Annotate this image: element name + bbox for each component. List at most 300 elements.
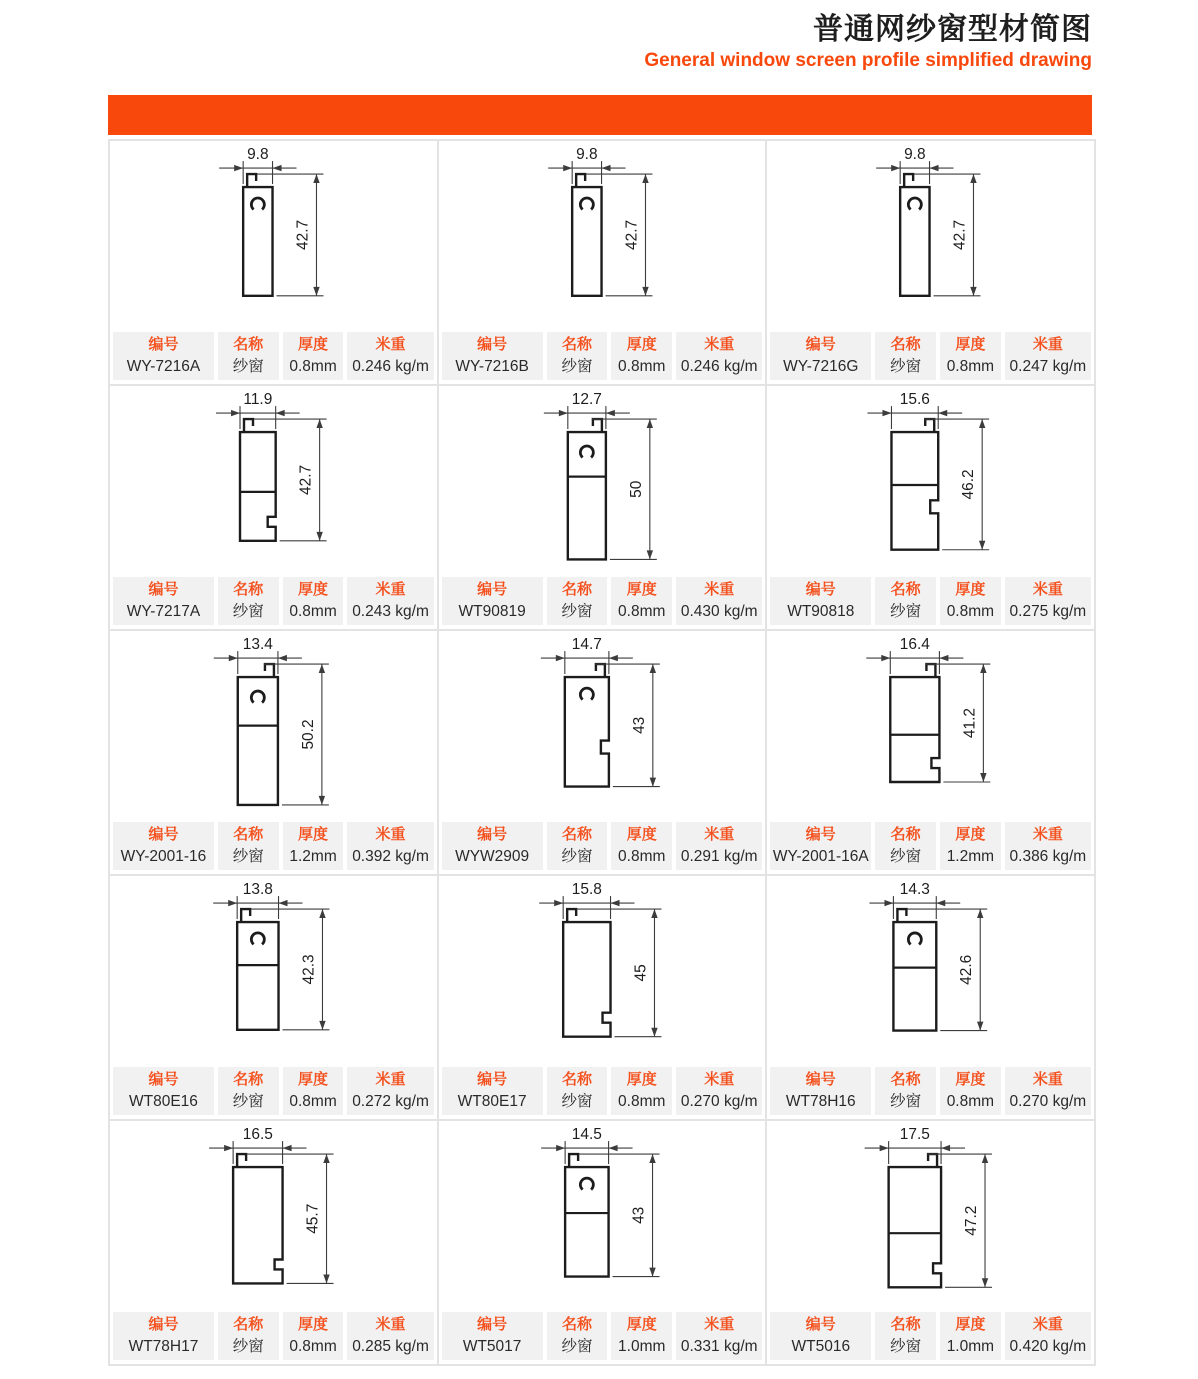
height-dimension-label: 50.2 bbox=[299, 719, 317, 750]
spec-box-code bbox=[113, 822, 214, 870]
spec-value: 1.2mm bbox=[289, 847, 337, 865]
spec-box-code bbox=[770, 332, 871, 380]
profile-drawing bbox=[439, 876, 766, 1067]
spec-box-code bbox=[770, 1067, 871, 1115]
profile-clip bbox=[580, 198, 593, 209]
orange-header-bar bbox=[108, 95, 1092, 135]
profile-spec-row bbox=[767, 1067, 1094, 1115]
spec-value: WT80E17 bbox=[457, 1092, 527, 1110]
profile-cell bbox=[767, 141, 1094, 384]
spec-header: 编号 bbox=[477, 1315, 508, 1333]
profile-cell bbox=[439, 1121, 766, 1364]
spec-header: 米重 bbox=[704, 580, 735, 598]
spec-header: 编号 bbox=[805, 335, 836, 353]
spec-header: 编号 bbox=[148, 825, 179, 843]
spec-value: WY-7216G bbox=[783, 357, 859, 375]
spec-value: 1.0mm bbox=[618, 1337, 666, 1355]
profile-hook bbox=[241, 909, 250, 922]
page-subtitle: General window screen profile simplified drawing bbox=[644, 50, 1092, 71]
spec-value: 纱窗 bbox=[890, 602, 922, 620]
spec-header: 名称 bbox=[561, 335, 592, 353]
spec-header: 米重 bbox=[704, 825, 735, 843]
profile-outline bbox=[240, 432, 276, 541]
profile-drawing-area bbox=[767, 1121, 1094, 1312]
profile-drawing bbox=[767, 386, 1094, 577]
spec-value: WYW2909 bbox=[455, 847, 530, 865]
spec-box-meter_weight bbox=[347, 822, 433, 870]
spec-header: 名称 bbox=[561, 1315, 592, 1333]
profile-hook bbox=[576, 174, 585, 187]
height-dimension bbox=[908, 909, 988, 1031]
spec-box-name bbox=[547, 1067, 608, 1115]
spec-box-code bbox=[770, 1312, 871, 1360]
spec-header: 名称 bbox=[890, 1315, 921, 1333]
height-dimension bbox=[927, 1154, 992, 1287]
profile-drawing bbox=[439, 386, 766, 577]
profile-spec-row bbox=[767, 577, 1094, 625]
profile-clip bbox=[580, 688, 593, 699]
spec-value: WY-2001-16 bbox=[120, 847, 207, 865]
spec-value: 纱窗 bbox=[232, 602, 264, 620]
spec-box-meter_weight bbox=[676, 577, 762, 625]
spec-header: 米重 bbox=[704, 1315, 735, 1333]
spec-value: 0.8mm bbox=[618, 1092, 666, 1110]
spec-header: 米重 bbox=[1032, 1070, 1063, 1088]
spec-header: 米重 bbox=[1032, 335, 1063, 353]
spec-box-code bbox=[442, 822, 543, 870]
spec-box-code bbox=[770, 822, 871, 870]
spec-value: 0.8mm bbox=[618, 602, 666, 620]
width-dimension-label: 14.7 bbox=[571, 636, 602, 654]
height-dimension-label: 45.7 bbox=[304, 1203, 322, 1234]
profile-cell bbox=[110, 141, 437, 384]
height-dimension bbox=[579, 1154, 659, 1277]
width-dimension-label: 9.8 bbox=[904, 146, 926, 164]
spec-value: 0.386 kg/m bbox=[1009, 847, 1087, 865]
spec-header: 厚度 bbox=[298, 335, 329, 353]
width-dimension bbox=[539, 881, 634, 919]
spec-value: 0.285 kg/m bbox=[352, 1337, 429, 1355]
height-dimension bbox=[926, 664, 991, 782]
height-dimension-label: 42.7 bbox=[951, 219, 969, 250]
profile-spec-row bbox=[110, 822, 437, 870]
height-dimension bbox=[586, 174, 652, 296]
spec-header: 名称 bbox=[890, 335, 921, 353]
spec-value: WT5017 bbox=[462, 1337, 522, 1355]
width-dimension-label: 9.8 bbox=[575, 146, 598, 164]
width-dimension-label: 15.6 bbox=[900, 391, 931, 409]
spec-box-thickness bbox=[283, 822, 344, 870]
spec-header: 米重 bbox=[1032, 1315, 1063, 1333]
width-dimension-label: 12.7 bbox=[571, 391, 602, 409]
width-dimension-label: 13.8 bbox=[242, 881, 273, 899]
spec-header: 厚度 bbox=[298, 1315, 329, 1333]
profile-drawing bbox=[110, 876, 437, 1067]
width-dimension-label: 11.9 bbox=[243, 391, 273, 409]
profile-drawing-area bbox=[767, 876, 1094, 1067]
width-dimension-label: 16.4 bbox=[900, 636, 931, 654]
profile-drawing-area bbox=[439, 386, 766, 577]
spec-value: WY-2001-16A bbox=[772, 847, 869, 865]
profile-cell bbox=[439, 141, 766, 384]
profile-spec-row bbox=[110, 577, 437, 625]
profile-spec-row bbox=[439, 577, 766, 625]
page-header bbox=[644, 12, 1092, 73]
profile-outline bbox=[564, 677, 608, 787]
spec-header: 厚度 bbox=[955, 1070, 986, 1088]
width-dimension bbox=[870, 881, 961, 919]
width-dimension bbox=[216, 391, 300, 429]
profile-outline bbox=[889, 1167, 941, 1287]
spec-value: 0.246 kg/m bbox=[680, 357, 758, 375]
spec-box-name bbox=[547, 1312, 608, 1360]
profile-cell bbox=[767, 876, 1094, 1119]
profile-spec-row bbox=[767, 822, 1094, 870]
profile-drawing bbox=[439, 1121, 766, 1312]
spec-box-thickness bbox=[940, 332, 1001, 380]
spec-box-thickness bbox=[940, 1312, 1001, 1360]
width-dimension-label: 14.3 bbox=[900, 881, 931, 899]
spec-header: 名称 bbox=[890, 580, 921, 598]
spec-value: 0.8mm bbox=[289, 602, 337, 620]
spec-header: 编号 bbox=[148, 335, 179, 353]
spec-box-name bbox=[875, 1067, 936, 1115]
height-dimension-label: 47.2 bbox=[963, 1205, 981, 1236]
spec-header: 编号 bbox=[805, 1315, 836, 1333]
spec-box-name bbox=[218, 1312, 279, 1360]
profile-spec-row bbox=[439, 822, 766, 870]
profile-cell bbox=[767, 1121, 1094, 1364]
spec-value: 纱窗 bbox=[561, 357, 593, 375]
profile-drawing bbox=[767, 631, 1094, 822]
width-dimension bbox=[544, 391, 630, 429]
profile-hook bbox=[247, 174, 256, 187]
spec-box-name bbox=[218, 332, 279, 380]
spec-value: 0.275 kg/m bbox=[1009, 602, 1087, 620]
spec-box-meter_weight bbox=[347, 332, 433, 380]
spec-header: 名称 bbox=[890, 1070, 921, 1088]
spec-header: 厚度 bbox=[626, 580, 657, 598]
spec-box-thickness bbox=[940, 577, 1001, 625]
spec-value: 0.8mm bbox=[289, 1337, 337, 1355]
spec-box-name bbox=[875, 822, 936, 870]
profile-hook bbox=[926, 419, 935, 432]
spec-header: 编号 bbox=[805, 580, 836, 598]
spec-box-name bbox=[218, 1067, 279, 1115]
width-dimension bbox=[209, 1126, 306, 1164]
spec-value: 纱窗 bbox=[561, 1092, 593, 1110]
spec-box-thickness bbox=[611, 822, 672, 870]
spec-value: 0.272 kg/m bbox=[352, 1092, 429, 1110]
width-dimension-label: 9.8 bbox=[247, 146, 269, 164]
spec-value: 纱窗 bbox=[890, 357, 922, 375]
spec-header: 米重 bbox=[375, 580, 406, 598]
spec-value: WY-7216A bbox=[126, 357, 201, 375]
spec-box-thickness bbox=[611, 577, 672, 625]
spec-header: 米重 bbox=[1032, 580, 1063, 598]
profile-outline bbox=[892, 432, 939, 550]
height-dimension-label: 41.2 bbox=[961, 707, 979, 739]
profile-clip bbox=[580, 1178, 593, 1189]
profile-grid bbox=[108, 139, 1096, 1366]
height-dimension bbox=[254, 419, 327, 541]
spec-box-code bbox=[113, 1067, 214, 1115]
spec-value: 0.246 kg/m bbox=[352, 357, 429, 375]
profile-hook bbox=[569, 1154, 578, 1167]
profile-spec-row bbox=[767, 332, 1094, 380]
spec-value: 纱窗 bbox=[890, 1337, 922, 1355]
profile-spec-row bbox=[110, 1312, 437, 1360]
spec-box-name bbox=[547, 577, 608, 625]
profile-drawing bbox=[439, 631, 766, 822]
width-dimension bbox=[865, 1126, 965, 1164]
spec-box-meter_weight bbox=[676, 822, 762, 870]
spec-box-meter_weight bbox=[347, 577, 433, 625]
profile-drawing-area bbox=[439, 876, 766, 1067]
profile-hook bbox=[928, 1154, 937, 1167]
spec-value: 0.291 kg/m bbox=[680, 847, 758, 865]
spec-value: 0.8mm bbox=[289, 357, 337, 375]
profile-clip bbox=[909, 933, 922, 944]
spec-header: 名称 bbox=[561, 825, 592, 843]
spec-value: 纱窗 bbox=[890, 1092, 922, 1110]
spec-box-thickness bbox=[611, 332, 672, 380]
spec-value: WT5016 bbox=[791, 1337, 851, 1355]
spec-box-thickness bbox=[283, 1312, 344, 1360]
profile-drawing-area bbox=[767, 386, 1094, 577]
width-dimension-label: 16.5 bbox=[242, 1126, 273, 1144]
profile-drawing bbox=[110, 631, 437, 822]
width-dimension bbox=[219, 146, 296, 184]
profile-outline bbox=[237, 922, 278, 1030]
page-title: 普通网纱窗型材简图 bbox=[813, 13, 1092, 46]
profile-drawing-area bbox=[110, 386, 437, 577]
profile-drawing-area bbox=[767, 631, 1094, 822]
profile-hook bbox=[265, 664, 274, 677]
height-dimension-label: 43 bbox=[630, 716, 648, 734]
height-dimension bbox=[595, 664, 660, 787]
profile-clip bbox=[251, 691, 264, 702]
spec-header: 编号 bbox=[805, 1070, 836, 1088]
spec-value: 0.8mm bbox=[618, 847, 666, 865]
profile-drawing-area bbox=[110, 876, 437, 1067]
spec-value: 0.8mm bbox=[946, 1092, 995, 1110]
profile-drawing bbox=[110, 386, 437, 577]
height-dimension-label: 45 bbox=[632, 964, 650, 982]
profile-cell bbox=[110, 386, 437, 629]
spec-value: WT90819 bbox=[458, 602, 526, 620]
spec-box-code bbox=[770, 577, 871, 625]
spec-value: 0.430 kg/m bbox=[680, 602, 758, 620]
profile-drawing-area bbox=[110, 141, 437, 332]
profile-drawing bbox=[110, 141, 437, 332]
width-dimension bbox=[548, 146, 625, 184]
spec-value: 0.8mm bbox=[946, 602, 995, 620]
profile-hook bbox=[237, 1154, 246, 1167]
spec-box-meter_weight bbox=[347, 1312, 433, 1360]
spec-value: 0.8mm bbox=[289, 1092, 337, 1110]
profile-hook bbox=[244, 419, 253, 432]
profile-drawing-area bbox=[439, 1121, 766, 1312]
spec-value: 纱窗 bbox=[232, 1337, 264, 1355]
spec-value: 0.270 kg/m bbox=[1009, 1092, 1087, 1110]
spec-box-name bbox=[547, 332, 608, 380]
profile-spec-row bbox=[110, 332, 437, 380]
spec-box-code bbox=[442, 332, 543, 380]
profile-spec-row bbox=[110, 1067, 437, 1115]
spec-box-name bbox=[875, 332, 936, 380]
profile-cell bbox=[439, 876, 766, 1119]
profile-hook bbox=[927, 664, 936, 677]
spec-box-meter_weight bbox=[676, 1067, 762, 1115]
spec-box-meter_weight bbox=[1005, 1312, 1091, 1360]
spec-header: 厚度 bbox=[955, 825, 986, 843]
height-dimension-label: 42.7 bbox=[297, 464, 315, 495]
profile-cell bbox=[110, 1121, 437, 1364]
profile-drawing bbox=[110, 1121, 437, 1312]
profile-clip bbox=[909, 198, 922, 209]
profile-hook bbox=[596, 664, 605, 677]
spec-header: 米重 bbox=[704, 1070, 735, 1088]
profile-hook bbox=[904, 174, 913, 187]
profile-drawing bbox=[767, 1121, 1094, 1312]
spec-value: WT80E16 bbox=[129, 1092, 198, 1110]
spec-box-thickness bbox=[940, 822, 1001, 870]
height-dimension bbox=[264, 664, 329, 805]
spec-value: 纱窗 bbox=[561, 847, 593, 865]
spec-header: 厚度 bbox=[955, 580, 986, 598]
spec-header: 名称 bbox=[890, 825, 921, 843]
height-dimension bbox=[592, 419, 657, 559]
height-dimension-label: 42.7 bbox=[294, 219, 312, 250]
spec-box-code bbox=[442, 1312, 543, 1360]
width-dimension bbox=[867, 636, 964, 674]
spec-value: WY-7217A bbox=[126, 602, 201, 620]
spec-box-thickness bbox=[940, 1067, 1001, 1115]
spec-header: 米重 bbox=[375, 335, 406, 353]
spec-header: 编号 bbox=[477, 825, 508, 843]
spec-value: 0.8mm bbox=[618, 357, 666, 375]
spec-header: 名称 bbox=[233, 335, 264, 353]
spec-header: 米重 bbox=[375, 1315, 406, 1333]
spec-header: 编号 bbox=[477, 1070, 508, 1088]
spec-box-thickness bbox=[283, 577, 344, 625]
profile-drawing-area bbox=[439, 631, 766, 822]
profile-hook bbox=[898, 909, 907, 922]
height-dimension-label: 42.6 bbox=[958, 954, 976, 985]
profile-outline bbox=[563, 922, 610, 1037]
spec-box-name bbox=[875, 577, 936, 625]
height-dimension-label: 46.2 bbox=[960, 469, 978, 500]
spec-box-thickness bbox=[611, 1312, 672, 1360]
profile-drawing-area bbox=[439, 141, 766, 332]
spec-header: 名称 bbox=[233, 825, 264, 843]
spec-box-meter_weight bbox=[1005, 577, 1091, 625]
height-dimension bbox=[577, 909, 661, 1037]
spec-value: 1.2mm bbox=[946, 847, 995, 865]
spec-header: 米重 bbox=[1032, 825, 1063, 843]
profile-outline bbox=[900, 187, 929, 296]
spec-header: 米重 bbox=[704, 335, 735, 353]
spec-value: 0.331 kg/m bbox=[680, 1337, 758, 1355]
spec-box-name bbox=[218, 577, 279, 625]
width-dimension-label: 17.5 bbox=[900, 1126, 931, 1144]
spec-value: 纱窗 bbox=[232, 357, 264, 375]
profile-outline bbox=[894, 922, 937, 1031]
spec-header: 名称 bbox=[233, 1070, 264, 1088]
spec-value: 0.392 kg/m bbox=[352, 847, 429, 865]
spec-value: 0.270 kg/m bbox=[680, 1092, 758, 1110]
profile-clip bbox=[251, 933, 264, 944]
spec-header: 米重 bbox=[375, 1070, 406, 1088]
height-dimension bbox=[257, 174, 323, 296]
spec-header: 名称 bbox=[233, 1315, 264, 1333]
profile-drawing-area bbox=[767, 141, 1094, 332]
spec-box-meter_weight bbox=[1005, 822, 1091, 870]
spec-value: 0.420 kg/m bbox=[1009, 1337, 1087, 1355]
width-dimension-label: 15.8 bbox=[571, 881, 602, 899]
spec-box-thickness bbox=[611, 1067, 672, 1115]
height-dimension bbox=[914, 174, 980, 296]
height-dimension bbox=[251, 909, 329, 1030]
profile-spec-row bbox=[767, 1312, 1094, 1360]
spec-header: 编号 bbox=[477, 580, 508, 598]
profile-spec-row bbox=[439, 1312, 766, 1360]
width-dimension bbox=[541, 636, 633, 674]
spec-header: 厚度 bbox=[626, 1315, 657, 1333]
profile-drawing-area bbox=[110, 631, 437, 822]
width-dimension bbox=[213, 881, 302, 919]
width-dimension bbox=[877, 146, 954, 184]
spec-value: 0.247 kg/m bbox=[1009, 357, 1087, 375]
spec-box-thickness bbox=[283, 332, 344, 380]
spec-header: 厚度 bbox=[298, 1070, 329, 1088]
spec-value: 1.0mm bbox=[946, 1337, 995, 1355]
spec-header: 厚度 bbox=[626, 825, 657, 843]
height-dimension-label: 43 bbox=[630, 1206, 648, 1224]
spec-box-meter_weight bbox=[347, 1067, 433, 1115]
spec-box-meter_weight bbox=[676, 332, 762, 380]
spec-box-name bbox=[547, 822, 608, 870]
spec-box-code bbox=[442, 577, 543, 625]
spec-header: 编号 bbox=[477, 335, 508, 353]
profile-outline bbox=[567, 432, 605, 559]
spec-value: 纱窗 bbox=[561, 602, 593, 620]
spec-box-name bbox=[218, 822, 279, 870]
profile-cell bbox=[767, 631, 1094, 874]
height-dimension-label: 42.3 bbox=[300, 954, 318, 985]
profile-cell bbox=[110, 876, 437, 1119]
profile-drawing bbox=[767, 141, 1094, 332]
height-dimension-label: 42.7 bbox=[623, 219, 641, 250]
width-dimension bbox=[541, 1126, 632, 1164]
spec-header: 名称 bbox=[561, 580, 592, 598]
width-dimension-label: 14.5 bbox=[571, 1126, 602, 1144]
spec-value: 纱窗 bbox=[232, 847, 264, 865]
profile-cell bbox=[439, 631, 766, 874]
profile-outline bbox=[565, 1167, 608, 1277]
spec-box-code bbox=[442, 1067, 543, 1115]
spec-value: 纱窗 bbox=[561, 1337, 593, 1355]
spec-value: WT78H16 bbox=[785, 1092, 856, 1110]
profile-cell bbox=[439, 386, 766, 629]
spec-header: 厚度 bbox=[626, 1070, 657, 1088]
spec-header: 厚度 bbox=[298, 580, 329, 598]
profile-drawing-area bbox=[110, 1121, 437, 1312]
spec-box-code bbox=[113, 332, 214, 380]
width-dimension-label: 13.4 bbox=[242, 636, 273, 654]
width-dimension bbox=[214, 636, 302, 674]
